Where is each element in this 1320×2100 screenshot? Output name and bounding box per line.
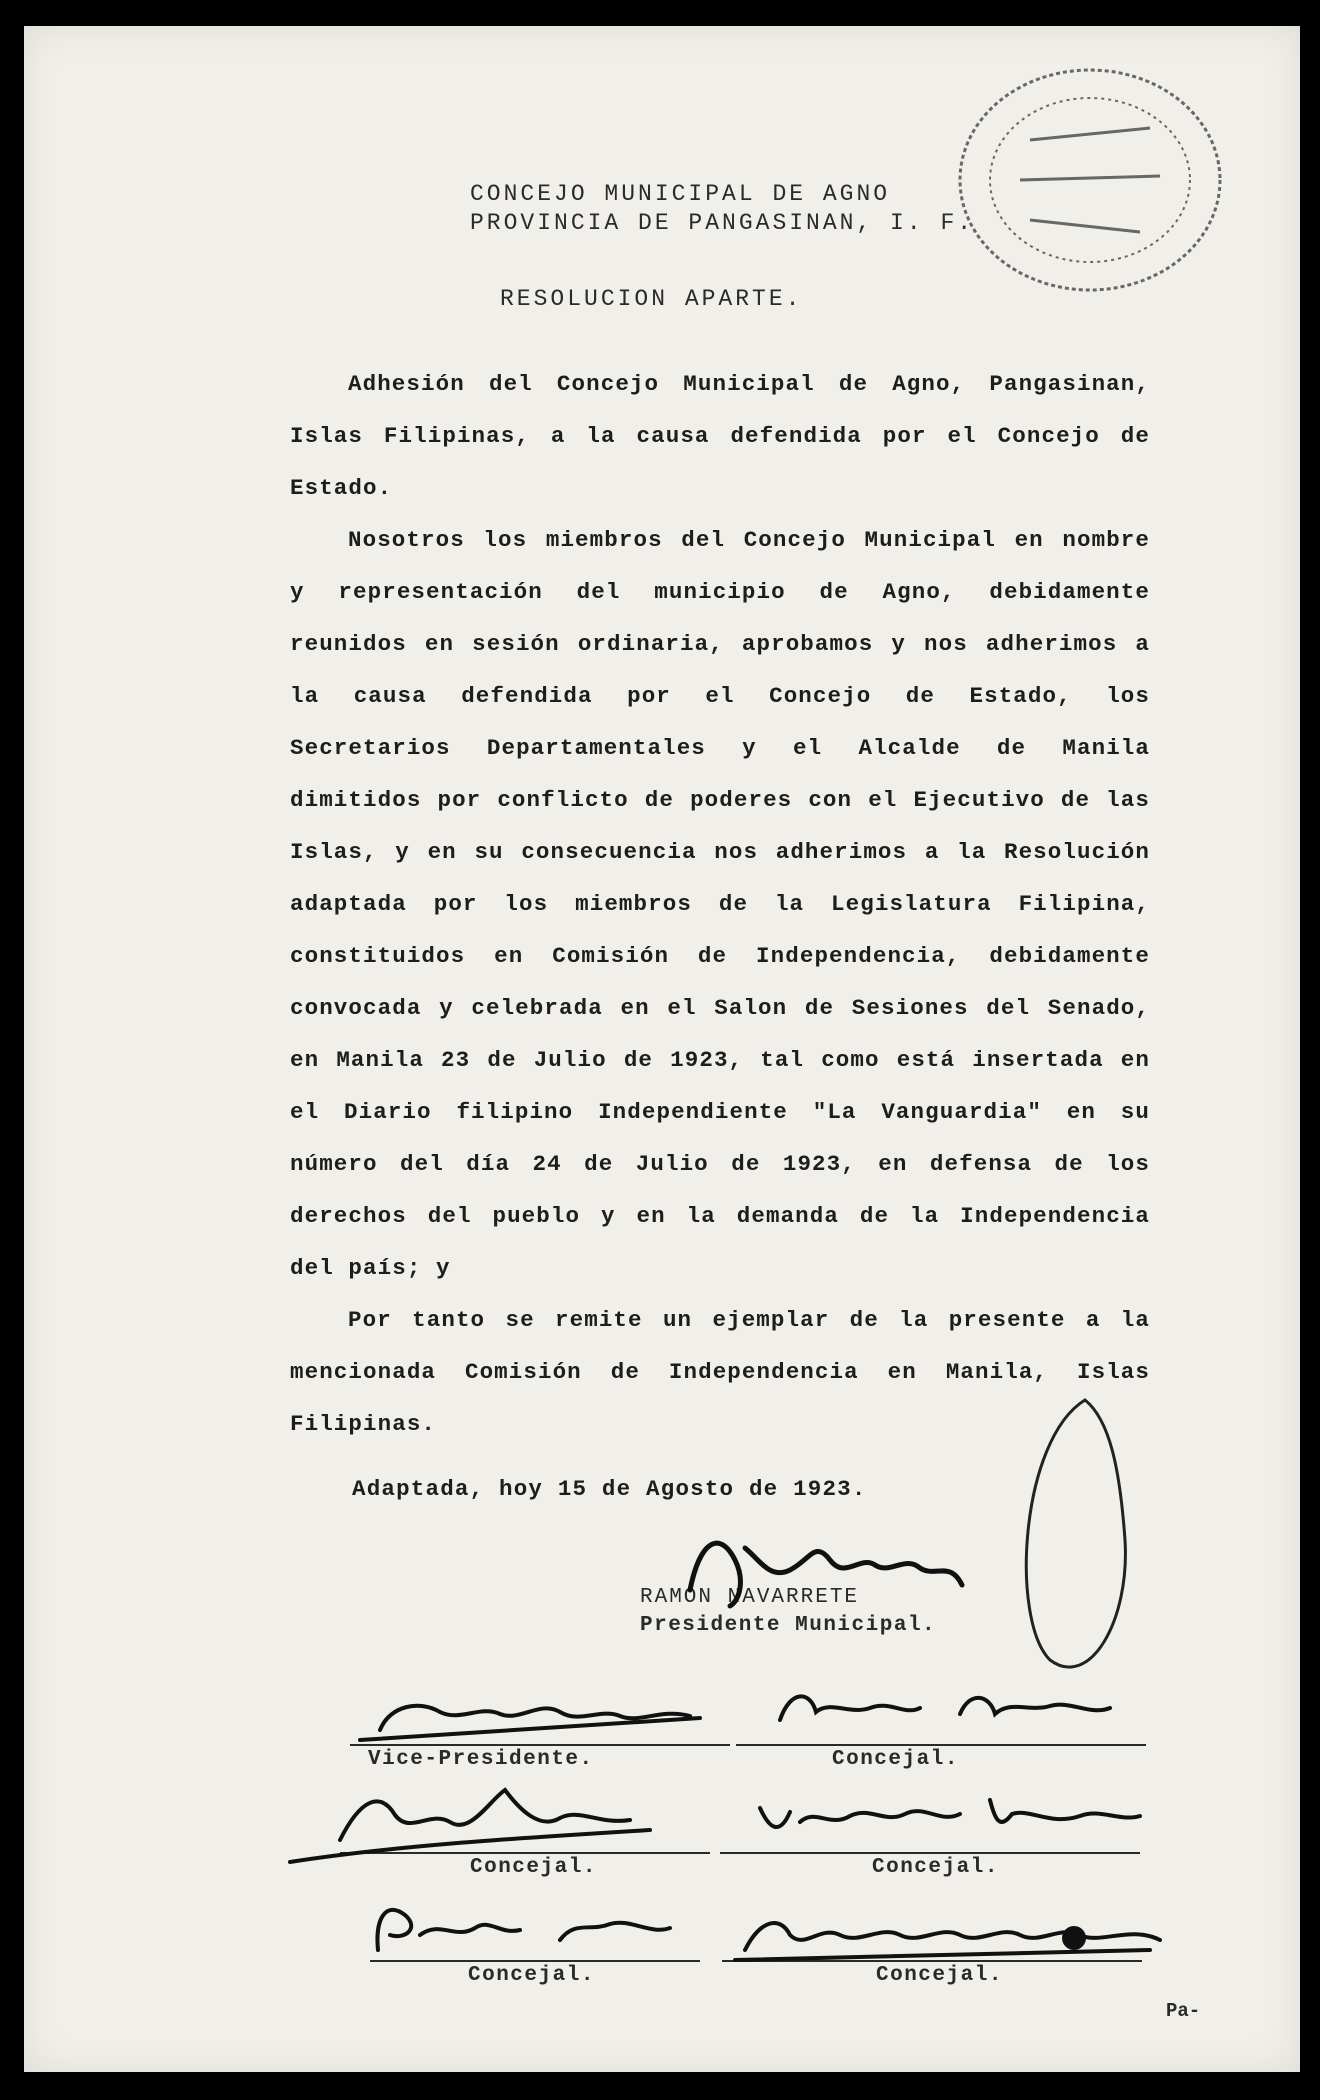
municipal-stamp — [960, 70, 1220, 290]
concejal-role-5: Concejal. — [876, 1964, 1003, 1987]
concejal-role-3: Concejal. — [872, 1856, 999, 1879]
resolution-title: RESOLUCION APARTE. — [500, 286, 803, 312]
paragraph-subject: Adhesión del Concejo Municipal de Agno, Pangasinan, Islas Filipinas, a la causa defendida por el Concejo de Estado. — [290, 371, 1150, 501]
signature-concejal-2 — [290, 1790, 650, 1862]
president-role: Presidente Municipal. — [640, 1614, 937, 1637]
paragraph-remittance: Por tanto se remite un ejemplar de la presente a la mencionada Comisión de Independencia en Manila, Islas Filipinas. — [290, 1307, 1150, 1437]
signature-concejal-5 — [735, 1923, 1160, 1960]
concejal-role-1: Concejal. — [832, 1748, 959, 1771]
concejal-role-2: Concejal. — [470, 1856, 597, 1879]
oval-mark — [1026, 1400, 1125, 1667]
signature-concejal-1 — [780, 1696, 1110, 1720]
signature-president — [690, 1543, 962, 1606]
continuation-mark: Pa- — [1166, 2000, 1201, 2022]
ink-blot — [1062, 1926, 1086, 1950]
paragraph-resolution: Nosotros los miembros del Concejo Municipal en nombre y representación del municipio de Agno, debidamente reunidos en sesión ordinaria, aprobamos y nos adherimos a la causa defendida por el Concejo de Estado, los Secretarios Departamentales y el Alcalde de Manila dimitidos por conflicto de poderes con el Ejecutivo de las Islas, y en su consecuencia nos adherimos a la Resolución adaptada por los miembros de la Legislatura Filipina, constituidos en Comisión de Independencia, debidamente convocada y celebrada en el Salon de Sesiones del Senado, en Manila 23 de Julio de 1923, tal como está insertada en el Diario filipino Independiente "La Vanguardia" en su número del día 24 de Julio de 1923, en defensa de los derechos del pueblo y en la demanda de la Independencia del país; y — [290, 527, 1150, 1281]
header-line-2: PROVINCIA DE PANGASINAN, I. F. — [470, 210, 975, 236]
vice-president-role: Vice-Presidente. — [368, 1748, 594, 1771]
adoption-date: Adaptada, hoy 15 de Agosto de 1923. — [352, 1476, 867, 1502]
signature-concejal-3 — [760, 1800, 1140, 1827]
signature-concejal-4 — [377, 1910, 670, 1950]
signature-vice-president — [360, 1706, 700, 1740]
president-name: RAMON NAVARRETE — [640, 1586, 860, 1609]
concejal-role-4: Concejal. — [468, 1964, 595, 1987]
header-line-1: CONCEJO MUNICIPAL DE AGNO — [470, 181, 891, 207]
